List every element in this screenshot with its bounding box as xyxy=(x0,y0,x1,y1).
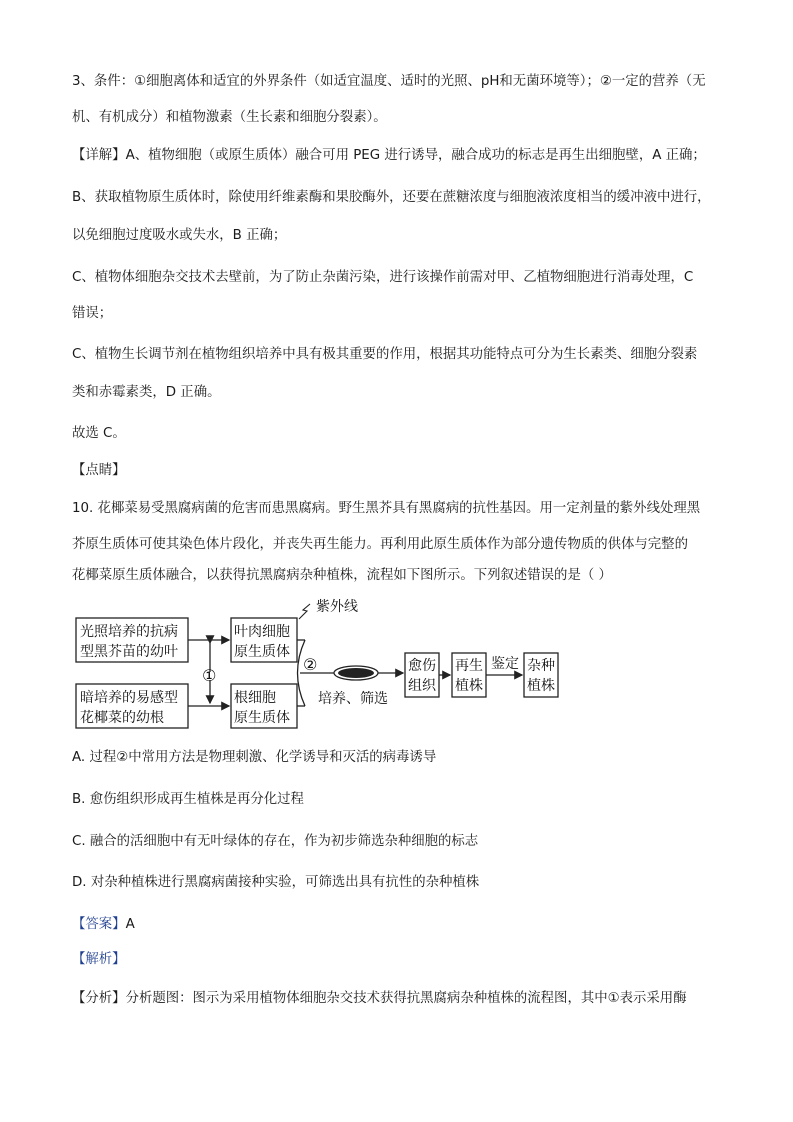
callus-line-1: 愈伤 xyxy=(408,658,436,674)
detail-a-text: A、植物细胞（或原生质体）融合可用 PEG 进行诱导，融合成功的标志是再生出细胞壁，A 正确； xyxy=(125,148,706,163)
box-cauliflower-line-1: 暗培养的易感型 xyxy=(80,690,178,706)
uv-label: 紫外线 xyxy=(316,599,358,615)
choose-answer: 故选 C。 xyxy=(72,426,126,441)
question-10-line-2: 芥原生质体可使其染色体片段化，并丧失再生能力。再利用此原生质体作为部分遗传物质的供体与完整的 xyxy=(72,537,688,552)
question-10-line-1: 10. 花椰菜易受黑腐病菌的危害而患黑腐病。野生黑芥具有黑腐病的抗性基因。用一定剂量的紫外线处理黑 xyxy=(72,501,701,516)
box-black-mustard-line-1: 光照培养的抗病 xyxy=(80,624,178,640)
detail-d-line-2: 类和赤霉素类，D 正确。 xyxy=(72,385,221,400)
box-mesophyll-line-2: 原生质体 xyxy=(234,644,290,660)
condition-line-2: 机、有机成分）和植物激素（生长素和细胞分裂素）。 xyxy=(72,110,387,125)
answer-line xyxy=(72,915,722,935)
step-2-label: ② xyxy=(303,655,318,674)
jiexi-tag: 【解析】 xyxy=(72,952,126,967)
detail-b-line-1: B、获取植物原生质体时，除使用纤维素酶和果胶酶外，还要在蔗糖浓度与细胞液浓度相当的缓冲液中进行， xyxy=(72,190,711,205)
answer-value: A xyxy=(125,917,135,932)
option-c: C. 融合的活细胞中有无叶绿体的存在，作为初步筛选杂种细胞的标志 xyxy=(72,834,479,849)
detail-c-line-1: C、植物体细胞杂交技术去壁前，为了防止杂菌污染，进行该操作前需对甲、乙植物细胞进行消毒处理，C xyxy=(72,270,694,285)
regen-line-1: 再生 xyxy=(455,658,483,674)
fenxi-text: 分析题图：图示为采用植物体细胞杂交技术获得抗黑腐病杂种植株的流程图，其中①表示采用酶 xyxy=(125,991,687,1006)
detail-a-line xyxy=(72,146,722,166)
uv-zigzag-icon xyxy=(299,604,310,619)
fenxi-line xyxy=(72,989,722,1009)
box-mesophyll-line-1: 叶肉细胞 xyxy=(234,624,290,640)
culture-screen-label: 培养、筛选 xyxy=(318,691,388,707)
detail-d-line-1: C、植物生长调节剂在植物组织培养中具有极其重要的作用，根据其功能特点可分为生长素类、细胞分裂素 xyxy=(72,347,698,362)
box-root-line-2: 原生质体 xyxy=(234,710,290,726)
detail-b-line-2: 以免细胞过度吸水或失水，B 正确； xyxy=(72,228,287,243)
regen-line-2: 植株 xyxy=(455,678,483,694)
box-black-mustard-line-2: 型黑芥苗的幼叶 xyxy=(80,644,178,660)
identify-label: 鉴定 xyxy=(491,656,519,672)
hybrid-line-2: 植株 xyxy=(527,678,555,694)
fenxi-tag: 【分析】 xyxy=(72,991,126,1006)
jiexi-line xyxy=(72,950,722,970)
question-10-line-3: 花椰菜原生质体融合，以获得抗黑腐病杂种植株，流程如下图所示。下列叙述错误的是（ ） xyxy=(72,568,612,583)
condition-line-1: 3、条件：①细胞离体和适宜的外界条件（如适宜温度、适时的光照、pH和无菌环境等）；②一定的营养（无 xyxy=(72,74,706,89)
box-root-line-1: 根细胞 xyxy=(234,690,276,706)
option-a: A. 过程②中常用方法是物理刺激、化学诱导和灭活的病毒诱导 xyxy=(72,750,437,765)
detail-c-line-2: 错误； xyxy=(72,306,113,321)
step-1-label: ① xyxy=(202,666,217,685)
answer-tag: 【答案】 xyxy=(72,917,126,932)
callus-line-2: 组织 xyxy=(408,678,436,694)
detail-tag: 【详解】 xyxy=(72,148,126,163)
box-cauliflower-line-2: 花椰菜的幼根 xyxy=(80,710,164,726)
hybrid-line-1: 杂种 xyxy=(527,658,555,674)
option-b: B. 愈伤组织形成再生植株是再分化过程 xyxy=(72,792,304,807)
flowchart-diagram xyxy=(0,590,793,740)
dianjing-tag: 【点睛】 xyxy=(72,463,126,478)
option-d: D. 对杂种植株进行黑腐病菌接种实验，可筛选出具有抗性的杂种植株 xyxy=(72,875,480,890)
